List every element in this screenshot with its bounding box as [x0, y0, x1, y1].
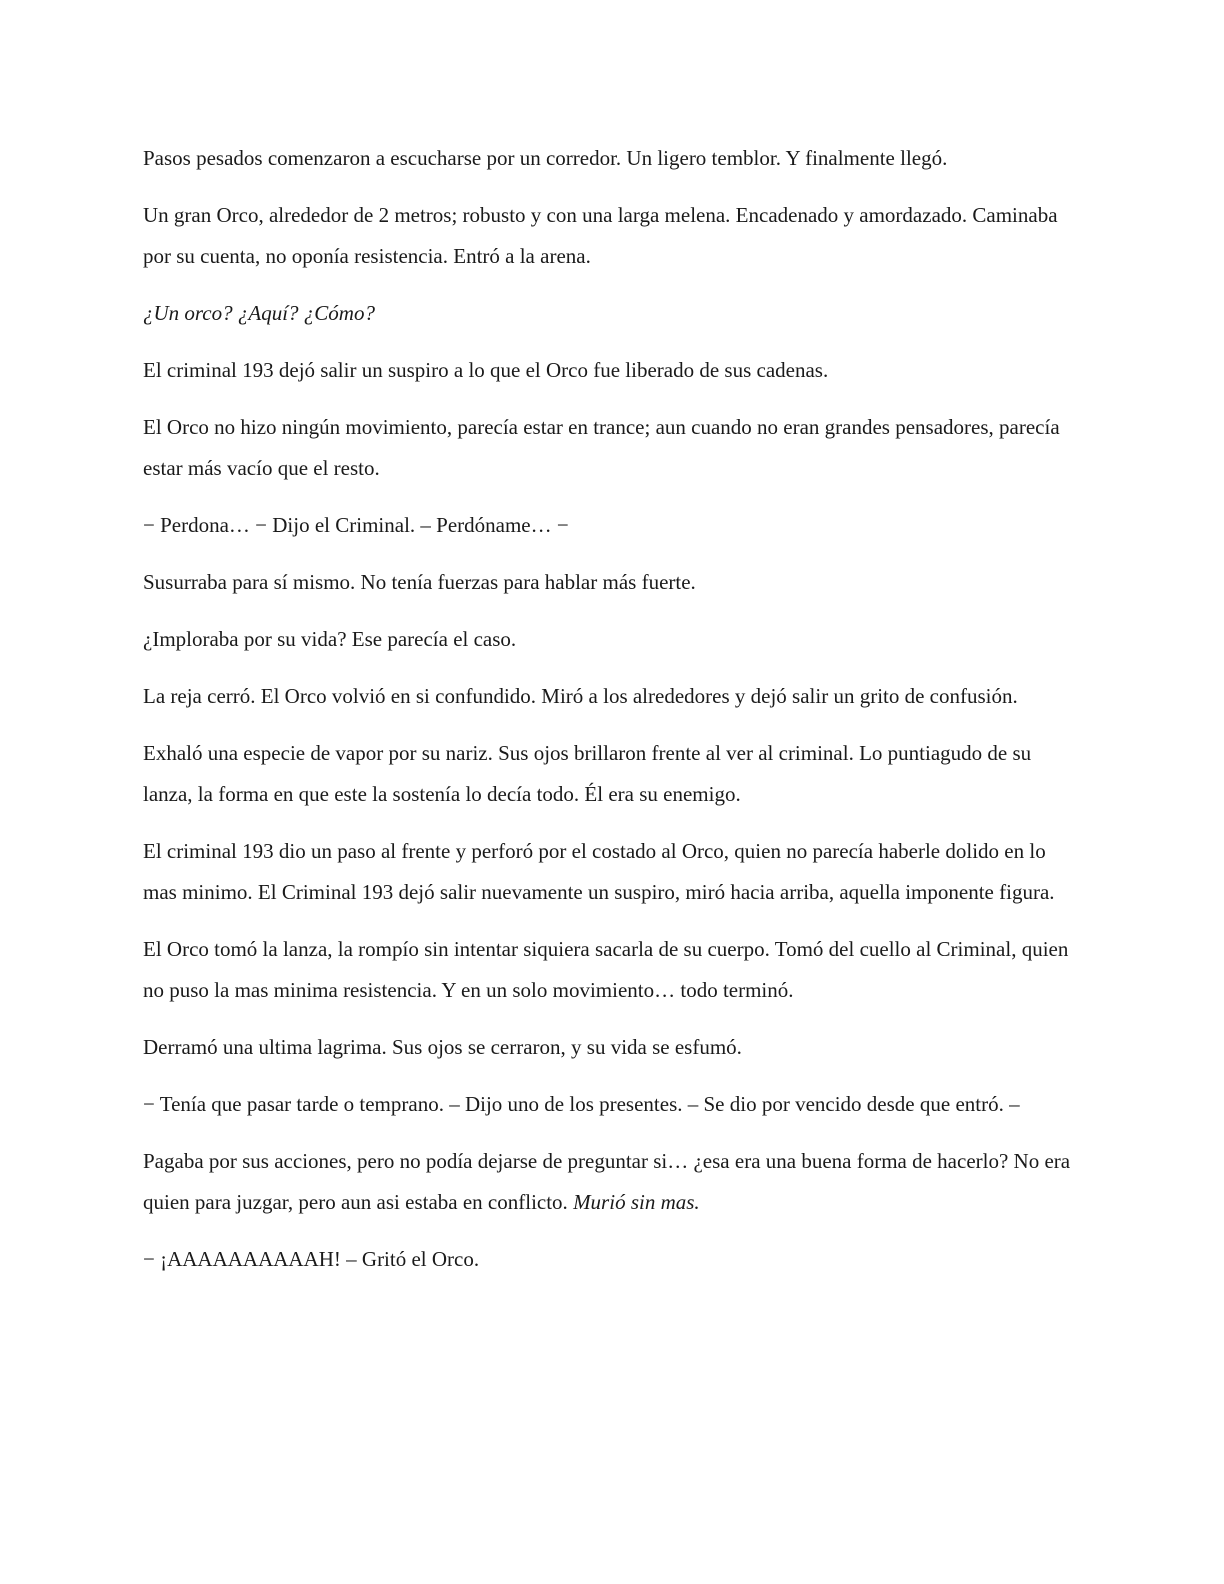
paragraph-3-italic-thought: ¿Un orco? ¿Aquí? ¿Cómo? [143, 301, 375, 325]
paragraph-1: Pasos pesados comenzaron a escucharse por un corredor. Un ligero temblor. Y finalmente llegó. [143, 146, 948, 170]
paragraph-9: La reja cerró. El Orco volvió en si confundido. Miró a los alrededores y dejó salir un grito de confusión. [143, 684, 1018, 708]
paragraph-13: Derramó una ultima lagrima. Sus ojos se cerraron, y su vida se esfumó. [143, 1035, 742, 1059]
paragraph-16-dialogue: − ¡AAAAAAAAAAH! – Gritó el Orco. [143, 1247, 480, 1271]
paragraph-15-text: Pagaba por sus acciones, pero no podía dejarse de preguntar si… ¿esa era una buena forma de hacerlo? No era quien para juzgar, pero aun asi estaba en conflicto. [143, 1149, 1071, 1214]
paragraph-15-italic-thought: Murió sin mas. [573, 1190, 700, 1214]
paragraph-12: El Orco tomó la lanza, la rompío sin intentar siquiera sacarla de su cuerpo. Tomó del cuello al Criminal, quien no puso la mas minima resistencia. Y en un solo movimiento… todo terminó. [143, 937, 1069, 1002]
paragraph-4: El criminal 193 dejó salir un suspiro a lo que el Orco fue liberado de sus cadenas. [143, 358, 829, 382]
paragraph-14-dialogue: − Tenía que pasar tarde o temprano. – Dijo uno de los presentes. – Se dio por vencido desde que entró. – [143, 1092, 1020, 1116]
paragraph-5: El Orco no hizo ningún movimiento, parecía estar en trance; aun cuando no eran grandes pensadores, parecía estar más vacío que el resto. [143, 415, 1060, 480]
paragraph-8: ¿Imploraba por su vida? Ese parecía el caso. [143, 627, 517, 651]
paragraph-2: Un gran Orco, alrededor de 2 metros; robusto y con una larga melena. Encadenado y amordazado. Caminaba por su cuenta, no oponía resistencia. Entró a la arena. [143, 203, 1058, 268]
paragraph-10: Exhaló una especie de vapor por su nariz. Sus ojos brillaron frente al ver al criminal. Lo puntiagudo de su lanza, la forma en que este la sostenía lo decía todo. Él era su enemigo. [143, 741, 1032, 806]
paragraph-15 [143, 1141, 1083, 1223]
paragraph-6-dialogue: − Perdona… − Dijo el Criminal. – Perdóname… − [143, 513, 569, 537]
document-body [143, 138, 1083, 1296]
paragraph-11: El criminal 193 dio un paso al frente y perforó por el costado al Orco, quien no parecía haberle dolido en lo mas minimo. El Criminal 193 dejó salir nuevamente un suspiro, miró hacia arriba, aquella imponente figura. [143, 839, 1055, 904]
paragraph-7: Susurraba para sí mismo. No tenía fuerzas para hablar más fuerte. [143, 570, 696, 594]
